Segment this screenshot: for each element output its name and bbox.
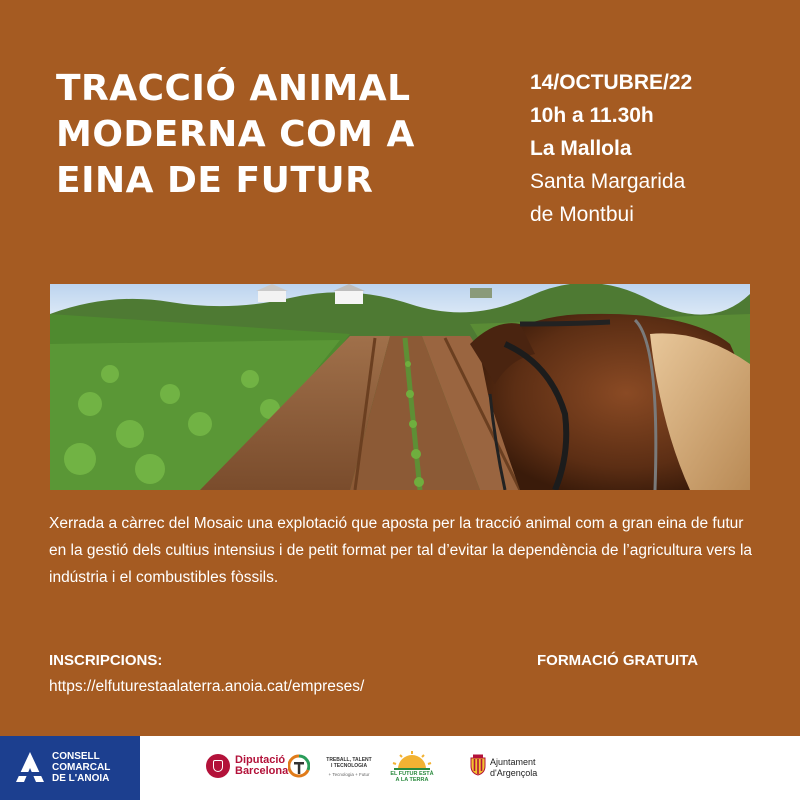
inscriptions-label: INSCRIPCIONS: bbox=[49, 652, 163, 669]
event-town-line-1: Santa Margarida bbox=[530, 170, 686, 193]
consell-line-2: COMARCAL bbox=[52, 762, 111, 773]
treball-line-1: TREBALL, TALENT bbox=[326, 757, 372, 763]
event-time: 10h a 11.30h bbox=[530, 104, 654, 127]
treball-t-logo-icon bbox=[288, 754, 310, 780]
treball-line-2: I TECNOLOGIA bbox=[330, 763, 368, 769]
event-description: Xerrada a càrrec del Mosaic una explotació que aposta per la tracció animal com a gran eina de futur en la gestió dels cultius intensius i de petit format per tal d’evitar la dependència de l’agricultura vers la indústria i el combustibles fòssils. bbox=[49, 515, 753, 586]
el-futur-esta-a-la-terra-logo bbox=[388, 749, 436, 787]
consell-line-1: CONSELL bbox=[52, 751, 100, 762]
diputacio-seal-icon bbox=[206, 754, 230, 778]
diputacio-line-1: Diputació bbox=[235, 754, 286, 766]
event-date: 14/OCTUBRE/22 bbox=[530, 71, 693, 94]
coat-of-arms-icon bbox=[470, 754, 486, 776]
sponsor-footer bbox=[0, 736, 800, 800]
ajuntament-line-2: d'Argençola bbox=[490, 768, 538, 778]
futur-line-1: EL FUTUR ESTÀ bbox=[390, 771, 434, 777]
event-town-line-2: de Montbui bbox=[530, 203, 634, 226]
consell-line-3: DE L'ANOIA bbox=[52, 773, 110, 784]
free-training-label: FORMACIÓ GRATUITA bbox=[537, 652, 699, 669]
title-line-2: MODERNA COM A bbox=[56, 114, 415, 155]
diputacio-line-2: Barcelona bbox=[235, 765, 289, 777]
event-place: La Mallola bbox=[530, 137, 632, 160]
sun-rays-icon bbox=[388, 749, 436, 771]
consell-comarcal-logo bbox=[0, 736, 140, 800]
horse-plowing-photo bbox=[50, 284, 750, 490]
title-line-3: EINA DE FUTUR bbox=[56, 160, 374, 201]
horse-plowing-field-photo-icon bbox=[50, 284, 750, 490]
ajuntament-line-1: Ajuntament bbox=[490, 757, 536, 767]
title-line-1: TRACCIÓ ANIMAL bbox=[56, 68, 411, 109]
consell-a-logo-icon bbox=[14, 750, 46, 784]
event-title bbox=[56, 66, 476, 204]
treball-tagline: + Tecnologia + Futur bbox=[328, 772, 370, 777]
futur-line-2: A LA TERRA bbox=[395, 777, 429, 783]
event-details bbox=[530, 66, 790, 231]
inscriptions-link[interactable]: https://elfuturestaalaterra.anoia.cat/empreses/ bbox=[49, 678, 365, 695]
